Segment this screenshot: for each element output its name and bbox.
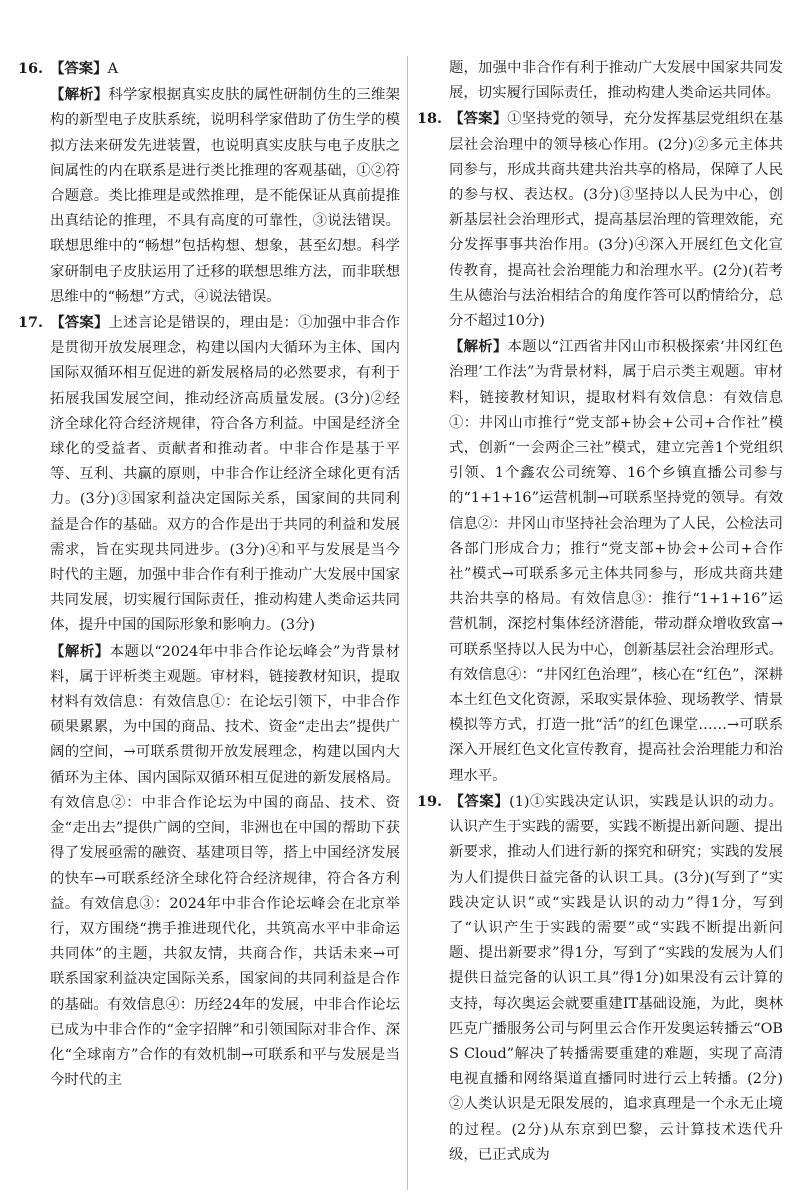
q17-analysis-text: 本题以“2024年中非合作论坛峰会”为背景材料，属于评析类主观题。审材料，链接教材知识，提取材料有效信息：有效信息①：在论坛引领下，中非合作硕果累累，为中国的商品、技术、资金“走出去”提供广阔的空间，→可联系贯彻开放发展理念，构建以国内大循环为主体、国内国际双循环相互促进的新发展格局。有效信息②：中非合作论坛为中国的商品、技术、资金“走出去”提供广阔的空间，非洲也在中国的帮助下获得了发展亟需的融资、基建项目等，搭上中国经济发展的快车→可联系经济全球化符合经济规律，符合各方利益。有效信息③：2024年中非合作论坛峰会在北京举行，双方围绕“携手推进现代化，共筑高水平中非命运共同体”的主题，共叙友情，共商合作，共话未来→可联系国家利益决定国际关系，国家间的共同利益是合作的基础。有效信息④：历经24年的发展，中非合作论坛已成为中非合作的“金字招牌”和引领国际对非合作、深化“全球南方”合作的有效机制→可联系和平与发展是当今时代的主 [50, 643, 400, 1089]
q17-answer [18, 310, 400, 639]
q17-number: 17. [18, 314, 44, 332]
q19-number: 19. [417, 792, 443, 810]
q18-analysis [417, 334, 783, 789]
q18-answer-label: 【答案】 [449, 110, 508, 128]
q16-analysis [18, 82, 400, 310]
q17-answer-label: 【答案】 [50, 314, 109, 332]
q16-answer-label: 【答案】 [50, 60, 108, 77]
q17-analysis-continued: 题，加强中非合作有利于推动广大发展中国家共同发展，切实履行国际责任，推动构建人类命运共同体。 [449, 60, 783, 102]
q17-analysis-label: 【解析】 [50, 642, 110, 660]
q18-analysis-text: 本题以“江西省井冈山市积极探索‘井冈红色治理’工作法”为背景材料，属于启示类主观题。审材料，链接教材知识，提取材料有效信息：有效信息①：井冈山市推行“党支部+协会+公司+合作社”模式，创新“一会两企三社”模式，建立完善1个党组织引领、1个鑫农公司统筹、16个乡镇直播公司参与的“1+1+16”运营机制→可联系坚持党的领导。有效信息②：井冈山市坚持社会治理为了人民，公检法司各部门形成合力；推行“党支部+协会+公司+合作社”模式→可联系多元主体共同参与，形成共商共建共治共享的格局。有效信息③：推行“1+1+16”运营机制，深挖村集体经济潜能，带动群众增收致富→可联系坚持以人民为中心，创新基层社会治理形式。有效信息④：“井冈红色治理”，核心在“红色”，深耕本土红色文化资源，采取实景体验、现场教学、情景模拟等方式，打造一批“活”的红色课堂……→可联系深入开展红色文化宣传教育，提高社会治理能力和治理水平。 [449, 339, 783, 784]
q16-number: 16. [18, 60, 44, 77]
q18-number: 18. [417, 110, 443, 128]
q17-answer-text: 上述言论是错误的，理由是：①加强中非合作是贯彻开放发展理念，构建以国内大循环为主体、国内国际双循环相互促进的新发展格局的必然要求，有利于拓展我国发展空间，推动经济高质量发展。(3分)②经济全球化符合经济规律，符合各方利益。中国是经济全球化的受益者、贡献者和推动者。中非合作是基于平等、互利、共赢的原则，中非合作让经济全球化更有活力。(3分)③国家利益决定国际关系，国家间的共同利益是合作的基础。双方的合作是出于共同的利益和发展需求，旨在实现共同进步。(3分)④和平与发展是当今时代的主题，加强中非合作有利于推动广大发展中国家共同发展，切实履行国际责任，推动构建人类命运共同体，提升中国的国际形象和影响力。(3分) [50, 315, 400, 634]
q18-analysis-label: 【解析】 [449, 338, 508, 356]
q19-answer [417, 789, 783, 1168]
q16-answer-text: A [107, 61, 118, 77]
q18-answer-text: ①坚持党的领导，充分发挥基层党组织在基层社会治理中的领导核心作用。(2分)②多元主体共同参与，形成共商共建共治共享的格局，保障了人民的参与权、表达权。(3分)③坚持以人民为中心，创新基层社会治理形式，提高基层治理的管理效能，充分发挥事事共治作用。(3分)④深入开展红色文化宣传教育，提高社会治理能力和治理水平。(2分)(若考生从德治与法治相结合的角度作答可以酌情给分，总分不超过10分) [449, 111, 783, 330]
right-column [417, 56, 783, 1168]
q16-analysis-label: 【解析】 [50, 86, 109, 104]
q16-answer [18, 56, 400, 82]
left-column [18, 56, 400, 1093]
q19-answer-text: (1)①实践决定认识，实践是认识的动力。认识产生于实践的需要，实践不断提出新问题、提出新要求，推动人们进行新的探究和研究；实践的发展为人们提供日益完备的认识工具。(3分)(写到了“实践决定认识”或“实践是认识的动力”得1分，写到了“认识产生于实践的需要”或“实践不断提出新问题、提出新要求”得1分，写到了“实践的发展为人们提供日益完备的认识工具”得1分)如果没有云计算的支持，每次奥运会就要重建IT基础设施，为此，奥林匹克广播服务公司与阿里云合作开发奥运转播云“OBS Cloud”解决了转播需要重建的难题，实现了高清电视直播和网络渠道直播同时进行云上转播。(2分)②人类认识是无限发展的，追求真理是一个永无止境的过程。(2分)从东京到巴黎，云计算技术迭代升级，已正式成为 [449, 793, 783, 1163]
q17-analysis [18, 639, 400, 1094]
q18-answer [417, 106, 783, 334]
q19-answer-label: 【答案】 [449, 792, 510, 810]
q16-analysis-text: 科学家根据真实皮肤的属性研制仿生的三维架构的新型电子皮肤系统，说明科学家借助了仿生学的模拟方法来研发先进装置，也说明真实皮肤与电子皮肤之间属性的内在联系是进行类比推理的客观基础，①②符合题意。类比推理是或然推理，是不能保证从真前提推出真结论的推理，不具有高度的可靠性，③说法错误。联想思维中的“畅想”包括构想、想象，甚至幻想。科学家研制电子皮肤运用了迁移的联想思维方法，而非联想思维中的“畅想”方式，④说法错误。 [50, 87, 400, 305]
column-divider [407, 56, 408, 1190]
